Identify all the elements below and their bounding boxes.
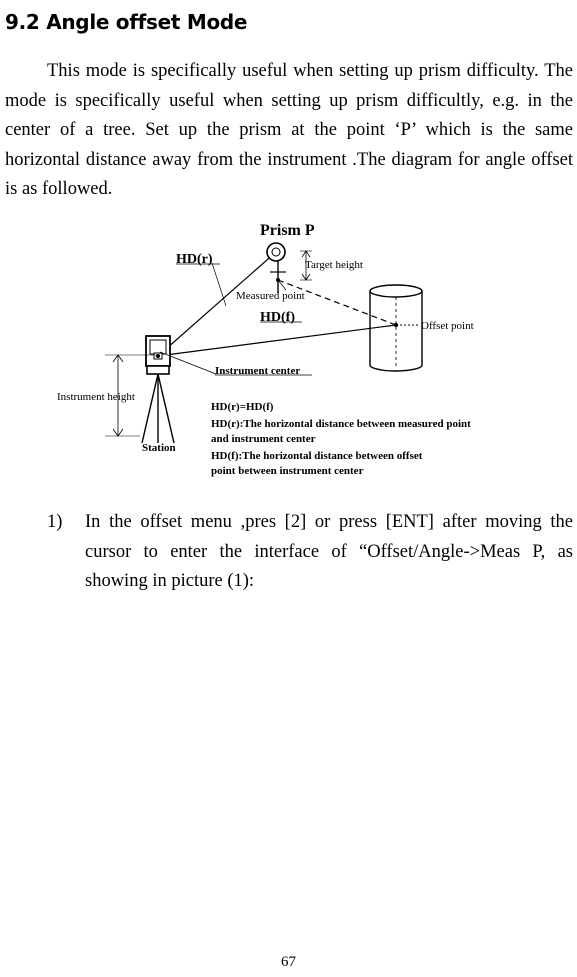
hd-r-description-line2: and instrument center (211, 433, 316, 445)
prism-icon (267, 243, 286, 293)
hd-f-description-line2: point between instrument center (211, 465, 364, 477)
total-station-icon (142, 336, 174, 443)
measured-point-label: Measured point (236, 290, 305, 302)
step-text: In the offset menu ,pres [2] or press [ENT] after moving the cursor to enter the interface of “Offset/Angle->Meas P, as showing in picture (1): (85, 512, 573, 591)
step-list-item (47, 508, 573, 597)
instrument-center-label: Instrument center (215, 365, 301, 377)
instrument-height-label: Instrument height (57, 391, 135, 403)
step-number: 1) (47, 512, 63, 532)
hd-r-line (158, 252, 276, 356)
equation-text: HD(r)=HD(f) (211, 401, 274, 413)
hd-f-line (158, 325, 396, 356)
section-heading: 9.2 Angle offset Mode (5, 10, 248, 34)
hd-r-description-line1: HD(r):The horizontal distance between measured point (211, 418, 471, 430)
station-label: Station (142, 442, 176, 454)
hd-f-description-line1: HD(f):The horizontal distance between offset (211, 450, 423, 462)
intro-paragraph: This mode is specifically useful when setting up prism difficulty. The mode is specifically useful when setting up prism difficultly, e.g. in the center of a tree. Set up the prism at the point ‘P’ which is the same horizontal distance away from the instrument .The diagram for angle offset is as followed. (5, 61, 573, 199)
hd-f-label: HD(f) (260, 310, 295, 325)
prism-label: Prism P (260, 222, 315, 239)
hd-r-label: HD(r) (176, 252, 213, 267)
page-number: 67 (281, 954, 296, 970)
offset-point-label: Offset point (421, 320, 474, 332)
target-height-label: Target height (305, 259, 363, 271)
cylinder-target (370, 285, 422, 371)
